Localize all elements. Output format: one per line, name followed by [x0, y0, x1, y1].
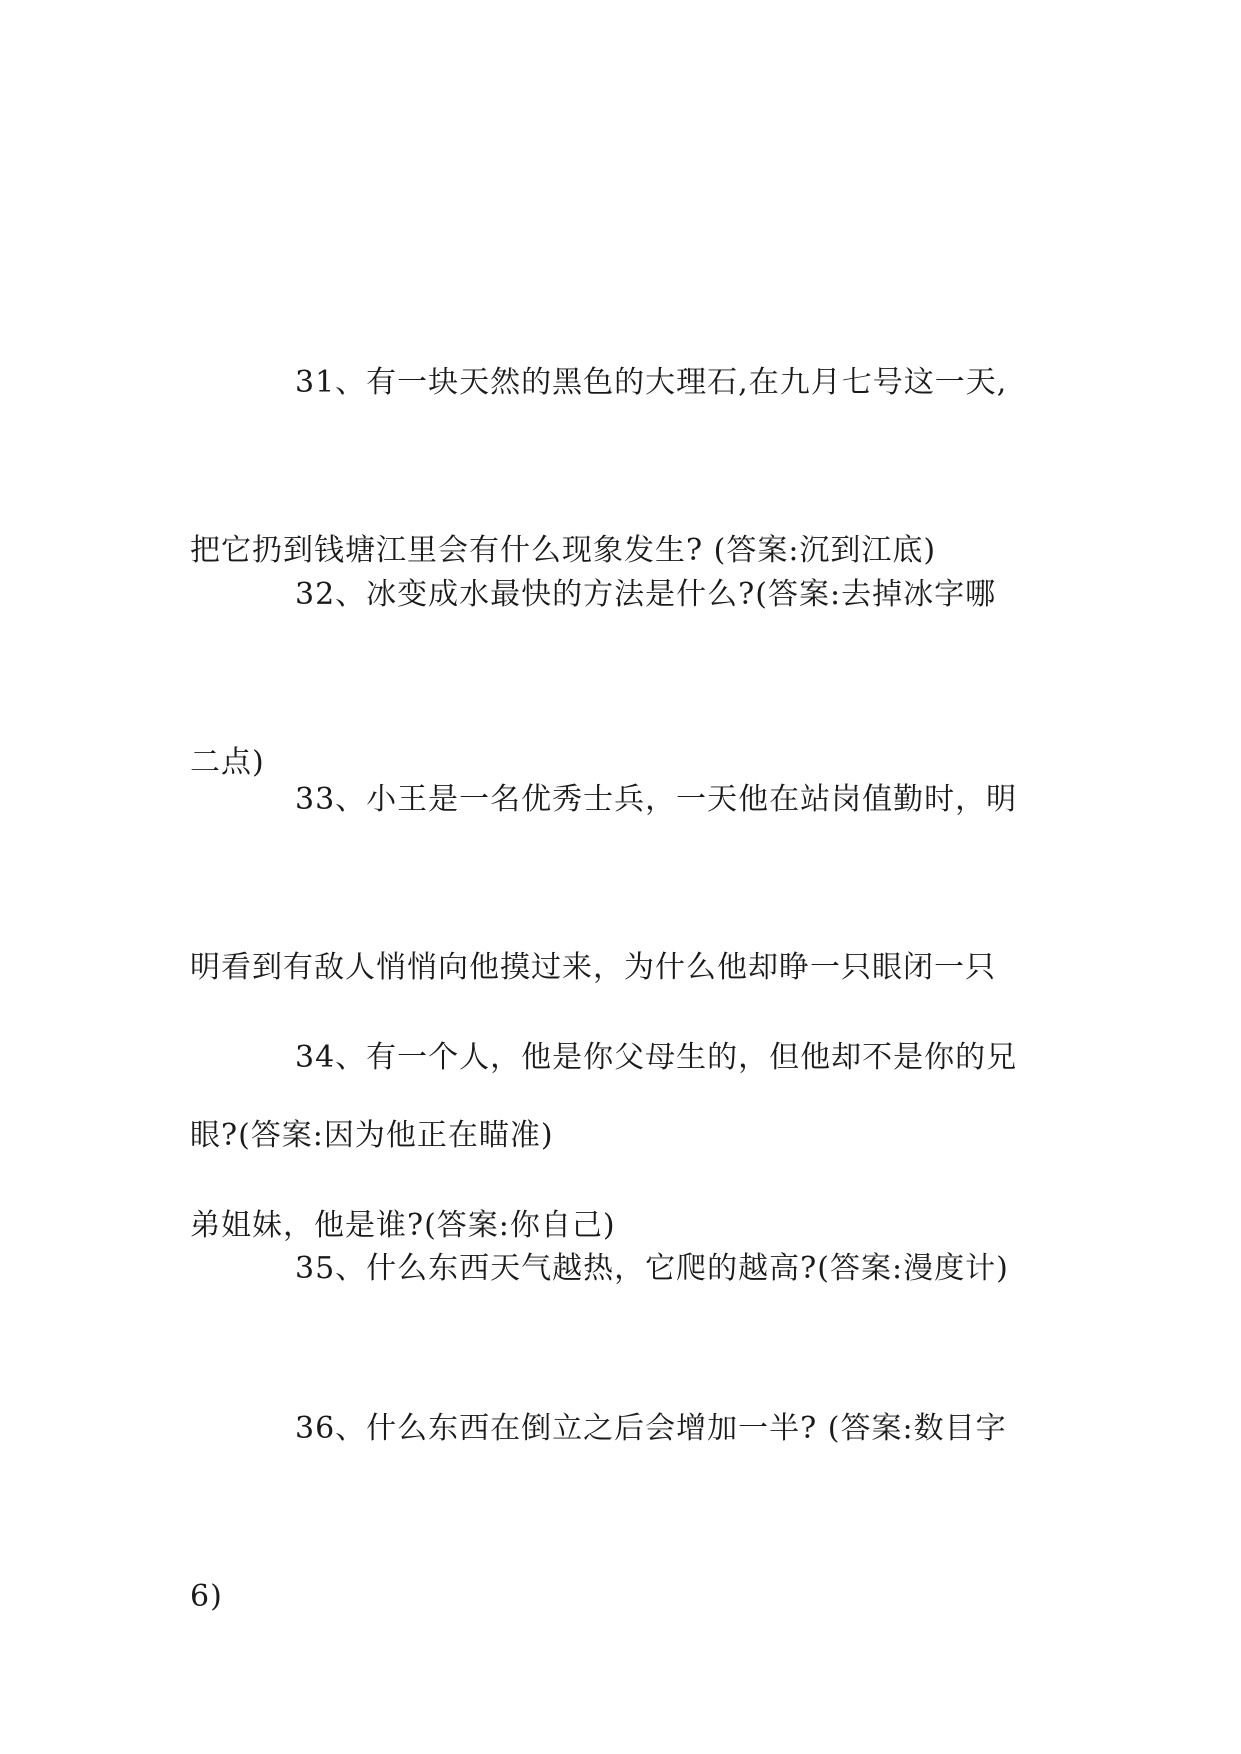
question-31-line-2: 把它扔到钱塘江里会有什么现象发生? (答案:沉到江底) — [190, 533, 937, 568]
question-31-line-1: 31、有一块天然的黑色的大理石,在九月七号这一天, — [295, 365, 1008, 400]
question-33-line-3: 眼?(答案:因为他正在瞄准) — [190, 1118, 554, 1153]
question-34-line-2: 弟姐妹，他是谁?(答案:你自己) — [190, 1208, 616, 1243]
question-36-line-1: 36、什么东西在倒立之后会增加一半? (答案:数目字 — [295, 1411, 1007, 1446]
question-36 — [190, 1289, 1060, 1737]
question-36-line-2: 6) — [190, 1579, 223, 1614]
question-33-line-1: 33、小王是一名优秀士兵，一天他在站岗值勤时，明 — [295, 782, 1018, 817]
question-32-line-1: 32、冰变成水最快的方法是什么?(答案:去掉冰字哪 — [295, 577, 997, 612]
question-34-line-1: 34、有一个人，他是你父母生的，但他却不是你的兄 — [295, 1040, 1018, 1075]
question-35-line-1: 35、什么东西天气越热，它爬的越高?(答案:漫度计) — [295, 1251, 1009, 1286]
question-33-line-2: 明看到有敌人悄悄向他摸过来，为什么他却睁一只眼闭一只 — [190, 950, 996, 985]
question-32-line-2: 二点) — [190, 745, 265, 780]
